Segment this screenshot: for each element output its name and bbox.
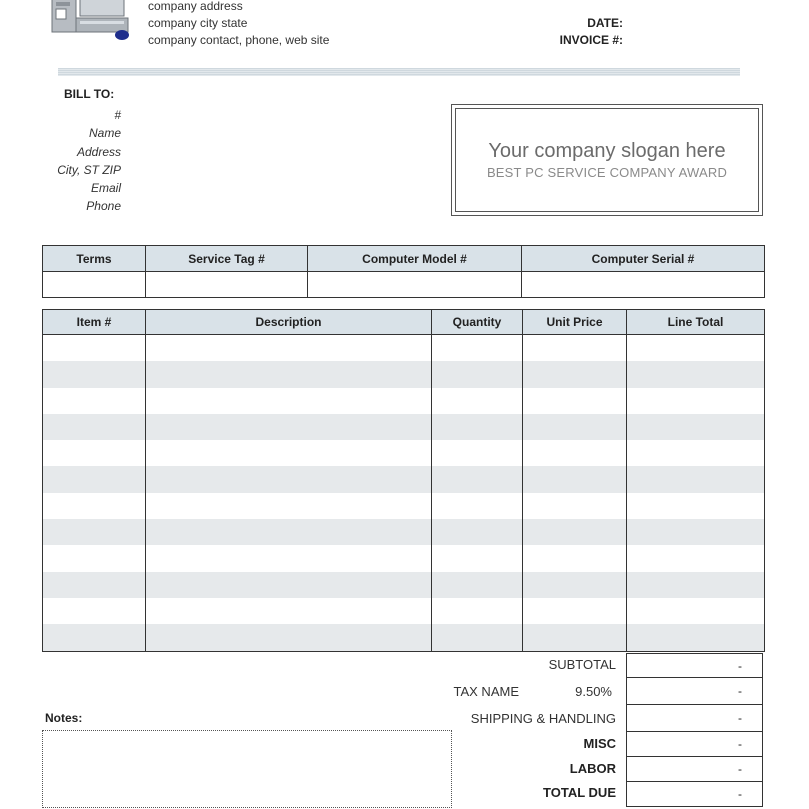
table-row [43, 414, 765, 440]
item-number-cell[interactable] [43, 545, 146, 571]
quantity-cell[interactable] [432, 361, 523, 387]
service-tag-cell[interactable] [146, 272, 308, 298]
misc-value: - [626, 732, 763, 757]
line-total-cell[interactable] [627, 361, 765, 387]
quantity-cell[interactable] [432, 624, 523, 651]
unit-price-cell[interactable] [523, 545, 627, 571]
bill-to-email: Email [90, 181, 121, 196]
invoice-meta [520, 15, 623, 49]
header-computer-model: Computer Model # [308, 246, 522, 272]
unit-price-cell[interactable] [523, 572, 627, 598]
table-row [43, 466, 765, 492]
item-number-cell[interactable] [43, 466, 146, 492]
table-row [43, 388, 765, 414]
line-total-cell[interactable] [627, 519, 765, 545]
computer-model-cell[interactable] [308, 272, 522, 298]
description-cell[interactable] [146, 414, 432, 440]
items-table [42, 309, 765, 652]
shipping-value: - [626, 705, 763, 732]
line-total-cell[interactable] [627, 493, 765, 519]
header-terms: Terms [43, 246, 146, 272]
item-number-cell[interactable] [43, 335, 146, 362]
labor-label: LABOR [569, 761, 616, 776]
quantity-cell[interactable] [432, 414, 523, 440]
bill-to-phone: Phone [86, 199, 121, 214]
line-total-cell[interactable] [627, 598, 765, 624]
description-cell[interactable] [146, 440, 432, 466]
line-total-cell[interactable] [627, 335, 765, 362]
company-city-state: company city state [148, 16, 248, 30]
table-row [43, 440, 765, 466]
item-number-cell[interactable] [43, 598, 146, 624]
bill-to-name: Name [88, 126, 121, 141]
unit-price-cell[interactable] [523, 493, 627, 519]
quantity-cell[interactable] [432, 545, 523, 571]
item-number-cell[interactable] [43, 440, 146, 466]
line-total-cell[interactable] [627, 545, 765, 571]
terms-cell[interactable] [43, 272, 146, 298]
shipping-label: SHIPPING & HANDLING [470, 711, 616, 726]
description-cell[interactable] [146, 388, 432, 414]
unit-price-cell[interactable] [523, 466, 627, 492]
description-cell[interactable] [146, 545, 432, 571]
header-unit-price: Unit Price [523, 310, 627, 335]
notes-label: Notes: [45, 711, 83, 725]
company-contact: company contact, phone, web site [148, 33, 330, 47]
misc-label: MISC [583, 736, 616, 751]
slogan-box [451, 104, 763, 216]
computer-serial-cell[interactable] [522, 272, 765, 298]
service-table [42, 245, 765, 298]
table-row [43, 519, 765, 545]
header-line-total: Line Total [627, 310, 765, 335]
header-quantity: Quantity [432, 310, 523, 335]
slogan-title: Your company slogan here [488, 140, 726, 162]
slogan-subtitle: BEST PC SERVICE COMPANY AWARD [486, 165, 728, 180]
labor-value: - [626, 757, 763, 782]
quantity-cell[interactable] [432, 335, 523, 362]
computer-logo-icon [50, 0, 132, 42]
header-divider [58, 68, 740, 76]
header-description: Description [146, 310, 432, 335]
description-cell[interactable] [146, 466, 432, 492]
description-cell[interactable] [146, 624, 432, 651]
subtotal-label: SUBTOTAL [548, 657, 616, 672]
item-number-cell[interactable] [43, 388, 146, 414]
header-computer-serial: Computer Serial # [522, 246, 765, 272]
date-label: DATE: [587, 16, 623, 30]
description-cell[interactable] [146, 598, 432, 624]
table-row [43, 493, 765, 519]
quantity-cell[interactable] [432, 493, 523, 519]
unit-price-cell[interactable] [523, 624, 627, 651]
line-total-cell[interactable] [627, 440, 765, 466]
tax-label: TAX NAME [453, 684, 519, 699]
table-row [43, 598, 765, 624]
quantity-cell[interactable] [432, 572, 523, 598]
item-number-cell[interactable] [43, 493, 146, 519]
line-total-cell[interactable] [627, 624, 765, 651]
item-number-cell[interactable] [43, 361, 146, 387]
unit-price-cell[interactable] [523, 388, 627, 414]
description-cell[interactable] [146, 493, 432, 519]
unit-price-cell[interactable] [523, 519, 627, 545]
quantity-cell[interactable] [432, 598, 523, 624]
bill-to-fields [20, 106, 121, 216]
quantity-cell[interactable] [432, 519, 523, 545]
description-cell[interactable] [146, 519, 432, 545]
notes-box[interactable] [42, 730, 452, 808]
quantity-cell[interactable] [432, 466, 523, 492]
bill-to-address: Address [76, 144, 121, 159]
table-row [43, 572, 765, 598]
unit-price-cell[interactable] [523, 414, 627, 440]
table-row [43, 545, 765, 571]
quantity-cell[interactable] [432, 388, 523, 414]
item-number-cell[interactable] [43, 572, 146, 598]
tax-value: - [626, 678, 763, 705]
line-total-cell[interactable] [627, 414, 765, 440]
description-cell[interactable] [146, 361, 432, 387]
unit-price-cell[interactable] [523, 335, 627, 362]
total-due-value: - [626, 782, 763, 807]
unit-price-cell[interactable] [523, 361, 627, 387]
table-row [43, 361, 765, 387]
invoice-number-label: INVOICE #: [559, 33, 623, 47]
company-address: company address [148, 0, 243, 13]
subtotal-value: - [626, 653, 763, 678]
tax-rate: 9.50% [575, 684, 612, 699]
unit-price-cell[interactable] [523, 598, 627, 624]
quantity-cell[interactable] [432, 440, 523, 466]
header-item-number: Item # [43, 310, 146, 335]
company-info [148, 0, 329, 49]
line-total-cell[interactable] [627, 388, 765, 414]
header-service-tag: Service Tag # [146, 246, 308, 272]
description-cell[interactable] [146, 572, 432, 598]
item-number-cell[interactable] [43, 414, 146, 440]
description-cell[interactable] [146, 335, 432, 362]
unit-price-cell[interactable] [523, 440, 627, 466]
total-due-label: TOTAL DUE [543, 785, 616, 800]
line-total-cell[interactable] [627, 466, 765, 492]
bill-to-title: BILL TO: [64, 87, 115, 101]
line-total-cell[interactable] [627, 572, 765, 598]
table-row [43, 335, 765, 362]
bill-to-number: # [114, 108, 121, 122]
bill-to-city: City, ST ZIP [57, 162, 121, 177]
item-number-cell[interactable] [43, 624, 146, 651]
table-row [43, 624, 765, 651]
item-number-cell[interactable] [43, 519, 146, 545]
